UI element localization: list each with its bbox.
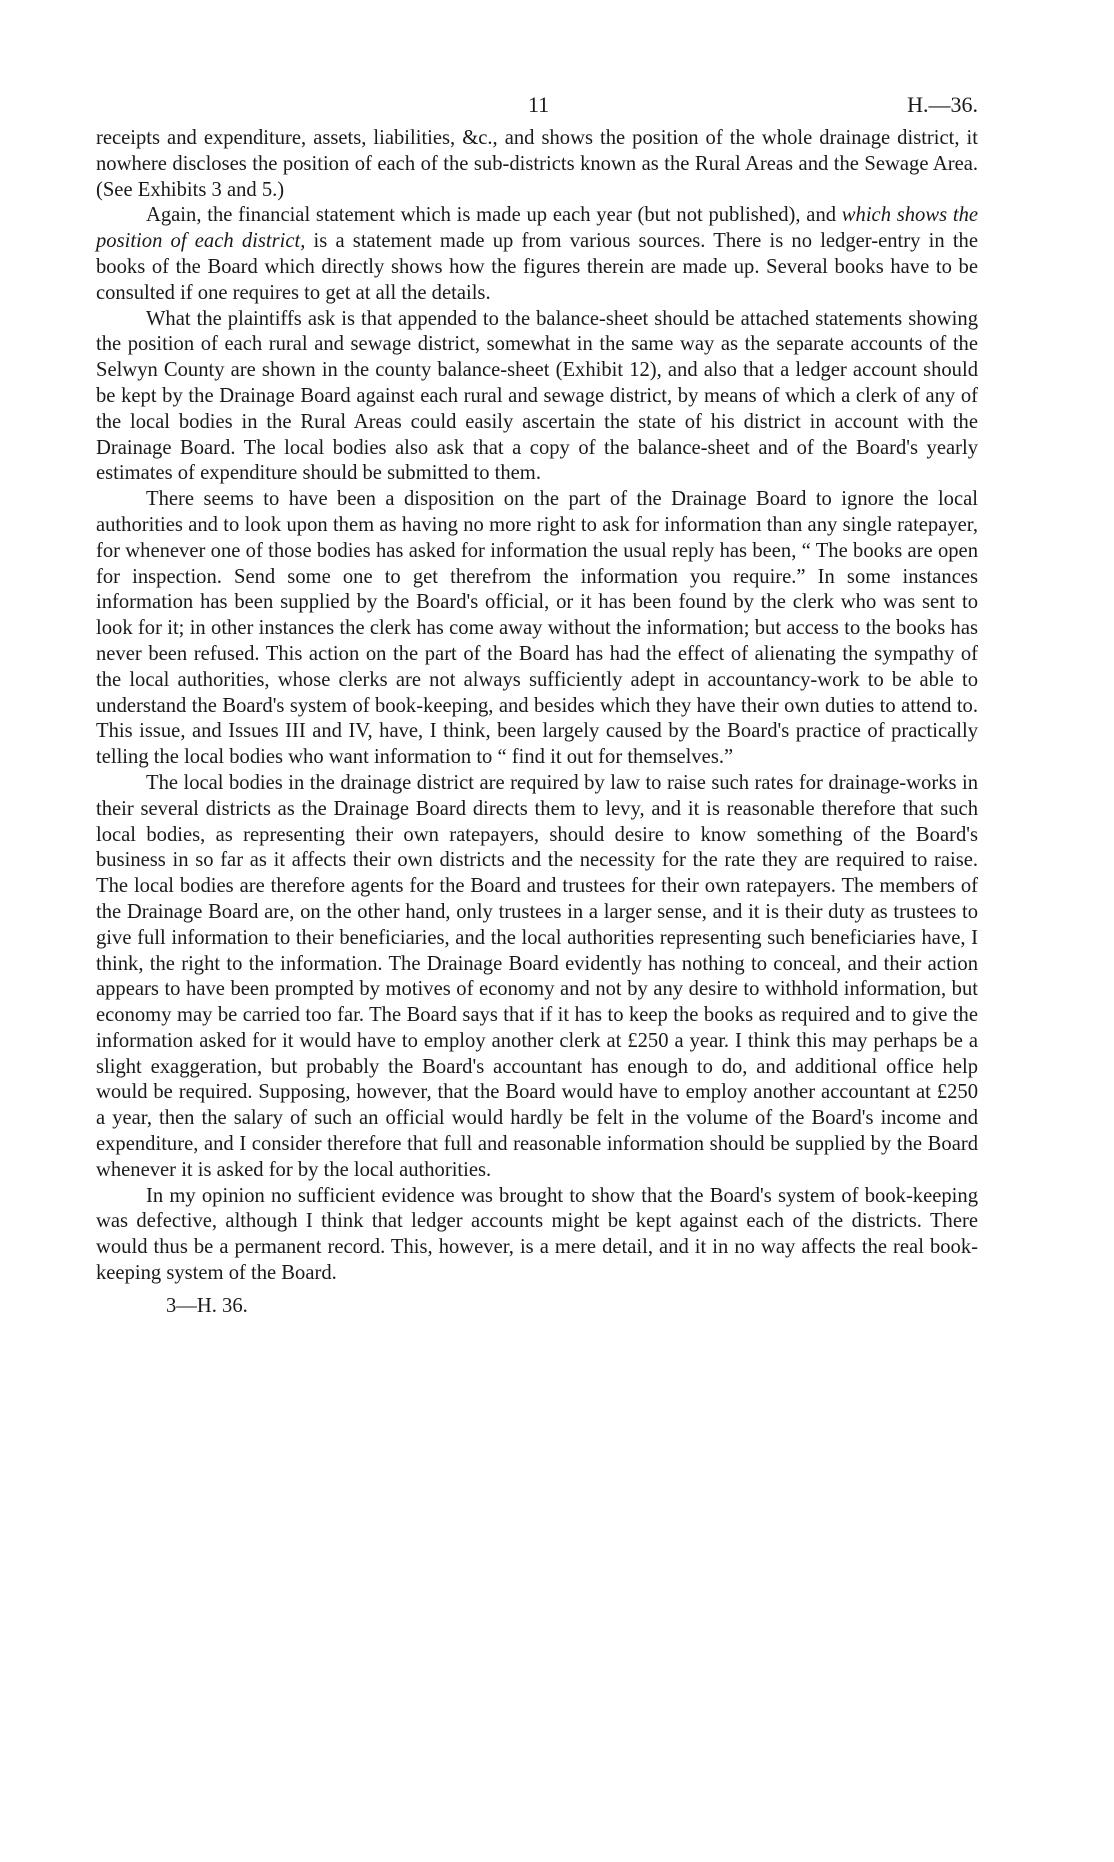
- paragraph-2-tail: is a statement made up from various sources. There is no ledger-entry in the books of the Board which directly shows how the figures therein are made up. Several books have to be consulted if one requires to get at all the details.: [96, 230, 978, 304]
- page-number: 11: [528, 92, 550, 117]
- document-reference: H.—36.: [907, 92, 978, 117]
- paragraph-5: The local bodies in the drainage district are required by law to raise such rates for drainage-works in their several districts as the Drainage Board directs them to levy, and it is reasonable therefore that such local bodies, as representing their own ratepayers, should desire to know something of the Board's business in so far as it affects their own districts and the necessity for the rate they are required to raise. The local bodies are therefore agents for the Board and trustees for their own ratepayers. The members of the Drainage Board are, on the other hand, only trustees in a larger sense, and it is their duty as trustees to give full information to their beneficiaries, and the local authorities representing such beneficiaries have, I think, the right to the information. The Drainage Board evidently has nothing to conceal, and their action appears to have been prompted by motives of economy and not by any desire to withhold information, but economy may be carried too far. The Board says that if it has to keep the books as required and to give the information asked for it would have to employ another clerk at £250 a year. I think this may perhaps be a slight exaggeration, but probably the Board's accountant has enough to do, and additional office help would be required. Supposing, however, that the Board would have to employ another accountant at £250 a year, then the salary of such an official would hardly be felt in the volume of the Board's income and expenditure, and I consider therefore that full and reasonable information should be supplied by the Board whenever it is asked for by the local authorities.: [96, 771, 978, 1181]
- paragraph-2-lead: Again, the financial statement which is made up each year (but not published), and: [146, 204, 842, 227]
- paragraph-2-emphasis: which shows the position of each district,: [96, 204, 979, 253]
- signature-mark: 3—H. 36.: [166, 1294, 248, 1317]
- paragraph-4: There seems to have been a disposition on the part of the Drainage Board to ignore the local authorities and to look upon them as having no more right to ask for information than any single ratepayer, for whenever one of those bodies has asked for information the usual reply has been, “ The books are open for inspection. Send some one to get therefrom the information you require.” In some instances information has been supplied by the Board's official, or it has been found by the clerk who was sent to look for it; in other instances the clerk has come away without the information; but access to the books has never been refused. This action on the part of the Board has had the effect of alienating the sympathy of the local authorities, whose clerks are not always sufficiently adept in accountancy-work to be able to understand the Board's system of book-keeping, and besides which they have their own duties to attend to. This issue, and Issues III and IV, have, I think, been largely caused by the Board's practice of practically telling the local bodies who want information to “ find it out for themselves.”: [96, 488, 978, 769]
- paragraph-2: [96, 203, 978, 306]
- paragraph-1: receipts and expenditure, assets, liabilities, &c., and shows the position of the whole drainage district, it nowhere discloses the position of each of the sub-districts known as the Rural Areas and the Sewage Area. (See Exhibits 3 and 5.): [96, 127, 978, 201]
- document-page: [96, 92, 978, 1318]
- paragraph-6: In my opinion no sufficient evidence was brought to show that the Board's system of book-keeping was defective, although I think that ledger accounts might be kept against each of the districts. There would thus be a permanent record. This, however, is a mere detail, and it in no way affects the real book-keeping system of the Board.: [96, 1184, 978, 1285]
- running-header: [96, 92, 978, 126]
- paragraph-3: What the plaintiffs ask is that appended to the balance-sheet should be attached statements showing the position of each rural and sewage district, somewhat in the same way as the separate accounts of the Selwyn County are shown in the county balance-sheet (Exhibit 12), and also that a ledger account should be kept by the Drainage Board against each rural and sewage district, by means of which a clerk of any of the local bodies in the Rural Areas could easily ascertain the state of his district in account with the Drainage Board. The local bodies also ask that a copy of the balance-sheet and of the Board's yearly estimates of expenditure should be submitted to them.: [96, 307, 978, 485]
- body-text: [96, 126, 978, 1287]
